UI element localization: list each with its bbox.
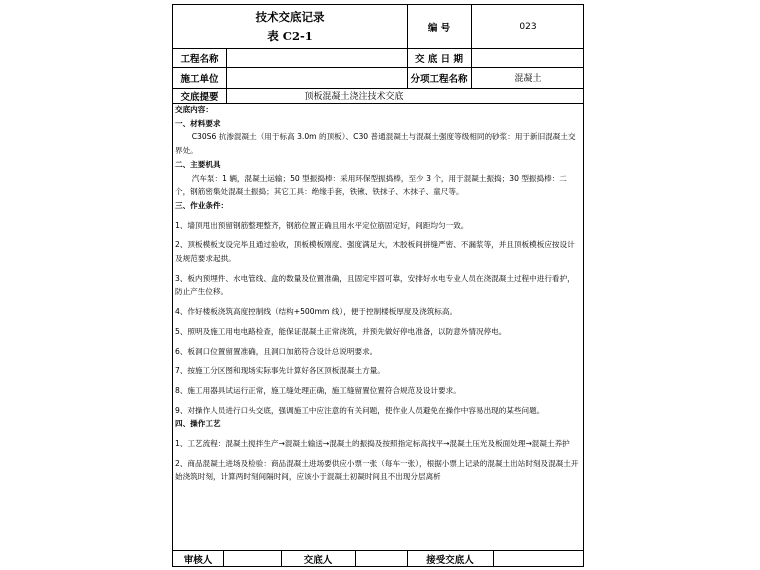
- construction-unit-value: [226, 67, 407, 88]
- list-item: 6、板洞口位置留置准确，且洞口加筋符合设计总说明要求。: [175, 346, 378, 356]
- col-divider: [493, 550, 494, 567]
- col-divider: [223, 550, 224, 567]
- list-item: 2、顶板模板支设完毕且通过验收，顶板模板刚度、强度满足大，木胶板间拼缝严密、不漏浆等，并且顶板模板应按设计及规范要求起拱。: [175, 240, 575, 264]
- disclosure-date-value: [471, 48, 584, 67]
- sub-project-value: 混凝土: [514, 74, 542, 84]
- col-divider: [355, 550, 356, 567]
- reviewer-label: 审核人: [183, 555, 213, 566]
- section-title: 四、操作工艺: [175, 419, 221, 429]
- number-value: 023: [519, 21, 537, 32]
- paragraph: C30S6 抗渗混凝土（用于标高 3.0m 的顶板）、C30 普通混凝土与混凝土强度等级相同的砂浆：用于新旧混凝土交界处。: [175, 132, 576, 156]
- number-label: 编 号: [427, 22, 451, 34]
- disclosure-content: [175, 103, 579, 550]
- summary-label: 交底提要: [180, 91, 219, 103]
- technical-disclosure-form: [172, 4, 584, 567]
- project-name-value: [226, 48, 407, 67]
- form-title: 技术交底记录: [255, 9, 325, 24]
- section-title: 二、主要机具: [175, 159, 221, 169]
- section-title: 一、材料要求: [175, 118, 221, 128]
- list-item: 9、对操作人员进行口头交底，强调施工中应注意的有关问题，使作业人员避免在操作中容易出现的某些问题。: [175, 405, 545, 415]
- project-name-label: 工程名称: [180, 53, 219, 65]
- discloser-label: 交底人: [303, 555, 333, 566]
- receiver-label: 接受交底人: [426, 555, 474, 566]
- form-number: 表 C2-1: [267, 29, 313, 43]
- list-item: 3、板内预埋件、水电管线、盒的数量及位置准确，且固定牢固可靠，安排好水电专业人员在浇混凝土过程中进行看护，防止产生位移。: [175, 273, 575, 297]
- construction-unit-label: 施工单位: [180, 73, 219, 85]
- list-item: 5、照明及施工用电电路检查，能保证混凝土正常浇筑，并预先做好停电准备，以防意外情况停电。: [175, 326, 507, 336]
- section-title: 三、作业条件：: [175, 200, 229, 210]
- list-item: 2、商品混凝土进场及检验：商品混凝土进场要供应小票一张（每车一张），根据小票上记录的混凝土出站时刻及混凝土开始浇筑时刻，计算两时刻间隔时间，应该小于混凝土初凝时间且不出现分层离析: [175, 458, 579, 482]
- content-heading: 交底内容：: [175, 105, 213, 114]
- list-item: 7、按施工分区图和现场实际事先计算好各区顶板混凝土方量。: [175, 366, 385, 376]
- summary-value: 顶板混凝土浇注技术交底: [304, 92, 404, 102]
- list-item: 4、作好楼板浇筑高度控制线（结构+500mm 线），便于控制楼板厚度及浇筑标高。: [175, 307, 458, 317]
- paragraph: 汽车泵：1 辆，混凝土运输；50 型振捣棒：采用环保型振捣棒，至少 3 个，用于混凝土振捣；30 型振捣棒：二个，钢筋密集处混凝土振捣；其它工具：绝缘手套，铁锹、铁抹子、木抹子、童尺等。: [175, 173, 567, 197]
- sub-project-label: 分项工程名称: [410, 73, 468, 85]
- disclosure-date-label: 交 底 日 期: [415, 53, 463, 65]
- list-item: 8、施工用器具试运行正常，施工缝处理正确，施工缝留置位置符合规范及设计要求。: [175, 385, 461, 395]
- list-item: 1、工艺流程：混凝土搅拌生产→混凝土输送→混凝土的振捣及按照指定标高找平→混凝土压光及板面处理→混凝土养护: [175, 439, 570, 449]
- row-divider: [173, 550, 583, 551]
- list-item: 1、墙顶甩出预留钢筋整理整齐，钢筋位置正确且用水平定位筋固定好，间距均匀一致。: [175, 220, 469, 230]
